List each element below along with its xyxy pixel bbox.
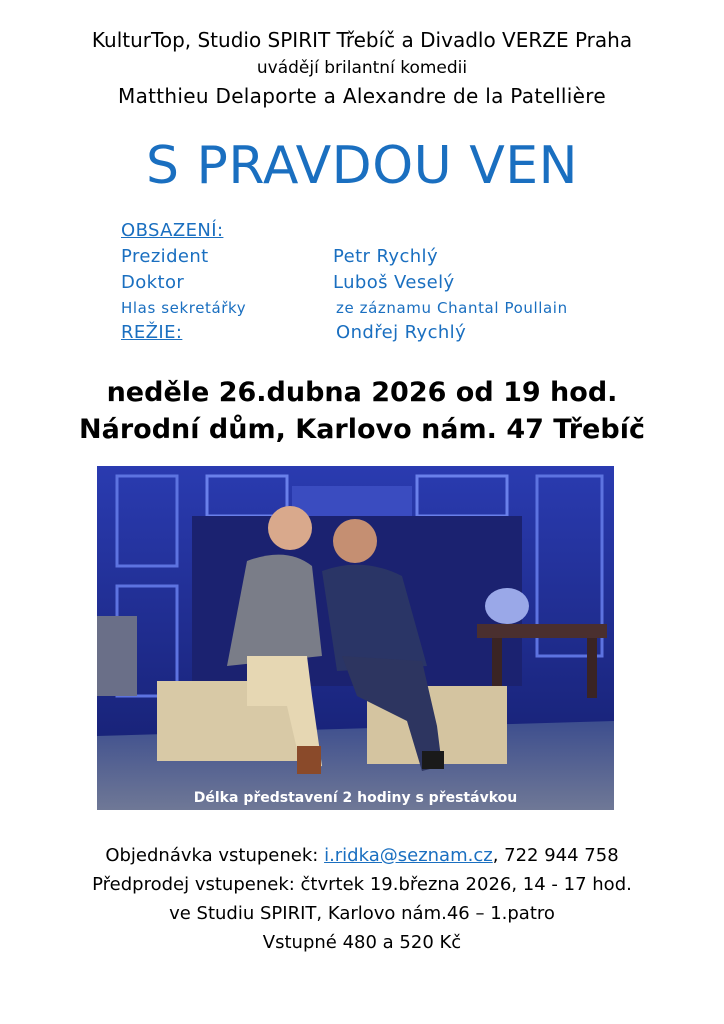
cast-role: Doktor xyxy=(121,272,185,293)
authors-line: Matthieu Delaporte a Alexandre de la Patellière xyxy=(118,84,606,108)
stage-scene-illustration xyxy=(97,466,614,810)
phone-number: , 722 944 758 xyxy=(492,845,619,866)
presale-value: čtvrtek 19.března 2026, 14 - 17 hod. xyxy=(294,874,632,895)
stage-photo xyxy=(97,466,614,810)
performance-date: neděle 26.dubna 2026 od 19 hod. xyxy=(106,377,618,408)
presale-line xyxy=(0,874,724,895)
cast-heading: OBSAZENÍ: xyxy=(121,220,224,241)
play-title: S PRAVDOU VEN xyxy=(145,136,579,196)
presenters-line: KulturTop, Studio SPIRIT Třebíč a Divadlo VERZE Praha xyxy=(91,28,633,52)
cast-role: Hlas sekretářky xyxy=(121,299,247,317)
director-heading: REŽIE: xyxy=(121,322,183,343)
cast-actor: Petr Rychlý xyxy=(333,246,438,267)
presale-place: ve Studiu SPIRIT, Karlovo nám.46 – 1.patro xyxy=(169,903,555,924)
subtitle-line: uvádějí brilantní komedii xyxy=(256,58,468,78)
cast-actor: ze záznamu Chantal Poullain xyxy=(336,299,568,317)
ticket-price: Vstupné 480 a 520 Kč xyxy=(262,932,462,953)
cast-actor: Luboš Veselý xyxy=(333,272,455,293)
ticket-order-line xyxy=(0,845,724,866)
email-link[interactable]: i.ridka@seznam.cz xyxy=(324,845,493,866)
photo-caption: Délka představení 2 hodiny s přestávkou xyxy=(193,790,518,806)
cast-role: Prezident xyxy=(121,246,209,267)
director-name: Ondřej Rychlý xyxy=(336,322,467,343)
presale-label: Předprodej vstupenek: xyxy=(92,874,295,895)
order-label: Objednávka vstupenek: xyxy=(105,845,319,866)
performance-venue: Národní dům, Karlovo nám. 47 Třebíč xyxy=(79,414,645,445)
